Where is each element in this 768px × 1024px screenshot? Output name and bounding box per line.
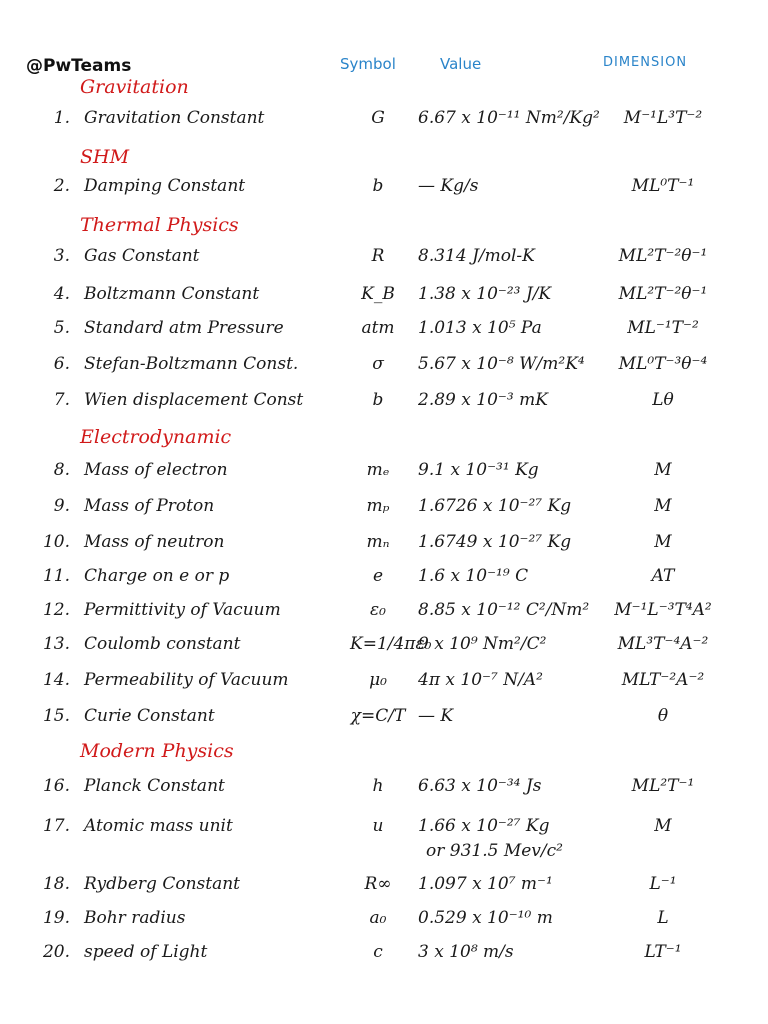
constant-dimension: M [654,532,672,552]
constant-dimension: M [654,816,672,836]
constant-value: 1.097 x 10⁷ m⁻¹ [418,874,553,894]
row-number: 12. [42,600,70,620]
constant-symbol: c [373,942,383,962]
constant-row [0,908,768,944]
row-number: 13. [42,634,70,654]
section-title: Modern Physics [80,740,234,762]
row-number: 9. [53,496,70,516]
row-number: 20. [42,942,70,962]
constant-name: Curie Constant [84,706,215,726]
constant-symbol: mₙ [366,532,390,552]
constant-dimension: MLT⁻²A⁻² [621,670,705,690]
constant-name: Permittivity of Vacuum [84,600,281,620]
constant-symbol: e [372,566,384,586]
constant-row [0,634,768,670]
constant-symbol: σ [372,354,384,374]
constant-row [0,816,768,861]
constant-name: Coulomb constant [84,634,241,654]
constant-value: 6.63 x 10⁻³⁴ Js [418,776,542,796]
row-number: 4. [53,284,70,304]
constant-name: Mass of electron [84,460,228,480]
constant-dimension: θ [657,706,669,726]
row-number: 3. [53,246,70,266]
constant-row [0,390,768,426]
constant-row [0,284,768,320]
constant-row [0,460,768,496]
constant-value: 1.38 x 10⁻²³ J/K [418,284,552,304]
constant-name: Stefan-Boltzmann Const. [84,354,299,374]
constant-dimension: ML⁰T⁻¹ [631,176,695,196]
constant-symbol: ε₀ [370,600,386,620]
constant-value: 9.1 x 10⁻³¹ Kg [418,460,539,480]
constant-dimension: ML⁰T⁻³θ⁻⁴ [618,354,708,374]
constant-row [0,176,768,212]
row-number: 18. [42,874,70,894]
constant-dimension: ML³T⁻⁴A⁻² [617,634,709,654]
constant-row [0,874,768,910]
constant-name: Rydberg Constant [84,874,241,894]
constant-symbol: R [371,246,385,266]
constant-symbol: G [371,108,385,128]
constant-dimension: LT⁻¹ [644,942,682,962]
constant-dimension: Lθ [652,390,674,410]
constant-row [0,496,768,532]
row-number: 19. [42,908,70,928]
constant-value: 6.67 x 10⁻¹¹ Nm²/Kg² [418,108,600,128]
row-number: 14. [42,670,70,690]
constant-value: 4π x 10⁻⁷ N/A² [418,670,543,690]
constant-name: Gravitation Constant [84,108,265,128]
constant-symbol: a₀ [369,908,387,928]
row-number: 2. [53,176,70,196]
constant-name: Mass of neutron [84,532,225,552]
header-dimension: DIMENSION [603,55,688,70]
row-number: 8. [53,460,70,480]
constant-dimension: L⁻¹ [649,874,677,894]
constant-value: 8.314 J/mol-K [418,246,535,266]
constant-row [0,566,768,602]
constant-value: 1.6726 x 10⁻²⁷ Kg [418,496,572,516]
constant-symbol: b [372,390,384,410]
row-number: 6. [53,354,70,374]
row-number: 1. [53,108,70,128]
constant-symbol: μ₀ [369,670,387,690]
row-number: 5. [53,318,70,338]
constant-name: Planck Constant [84,776,225,796]
constant-dimension: AT [651,566,675,586]
constant-value-alt: or 931.5 Mev/c² [426,841,563,861]
constant-row [0,246,768,282]
constant-name: Standard atm Pressure [84,318,284,338]
constant-value: 2.89 x 10⁻³ mK [418,390,548,410]
constant-value: — Kg/s [418,176,479,196]
constant-value: 5.67 x 10⁻⁸ W/m²K⁴ [418,354,585,374]
constant-row [0,532,768,568]
constant-symbol: atm [361,318,395,338]
constant-dimension: M⁻¹L³T⁻² [623,108,703,128]
constant-name: Damping Constant [84,176,246,196]
constant-symbol: K_B [361,284,395,304]
constant-name: Mass of Proton [84,496,215,516]
constant-row [0,600,768,636]
row-number: 10. [42,532,70,552]
section-title: Electrodynamic [80,426,232,448]
constant-name: Atomic mass unit [84,816,233,836]
section-title: Gravitation [80,76,189,98]
constant-value: 1.013 x 10⁵ Pa [418,318,542,338]
row-number: 16. [42,776,70,796]
section-title: SHM [80,146,130,168]
handle-label: @PwTeams [26,56,132,76]
constant-value: 1.66 x 10⁻²⁷ Kg [418,816,550,836]
constant-dimension: M⁻¹L⁻³T⁴A² [614,600,712,620]
constant-name: speed of Light [84,942,208,962]
constant-name: Permeability of Vacuum [84,670,289,690]
constant-row [0,318,768,354]
constant-name: Wien displacement Const [84,390,304,410]
constant-row [0,670,768,706]
constant-symbol: χ=C/T [350,706,406,726]
constant-value: 1.6749 x 10⁻²⁷ Kg [418,532,572,552]
constant-symbol: b [372,176,384,196]
constant-row [0,108,768,144]
constant-symbol: u [372,816,384,836]
row-number: 17. [42,816,70,836]
row-number: 7. [53,390,70,410]
constant-dimension: M [654,460,672,480]
constant-dimension: L [657,908,669,928]
constant-dimension: ML⁻¹T⁻² [627,318,699,338]
constant-name: Gas Constant [84,246,200,266]
constant-symbol: mₑ [366,460,390,480]
constant-name: Boltzmann Constant [84,284,260,304]
constant-value: 3 x 10⁸ m/s [418,942,514,962]
constant-symbol: mₚ [366,496,390,516]
constant-value: 0.529 x 10⁻¹⁰ m [418,908,553,928]
constant-dimension: ML²T⁻²θ⁻¹ [618,284,708,304]
row-number: 11. [42,566,70,586]
constant-row [0,354,768,390]
section-title: Thermal Physics [80,214,239,236]
constant-row [0,706,768,742]
constant-symbol: R∞ [364,874,392,894]
constant-row [0,942,768,978]
constant-dimension: ML²T⁻¹ [631,776,695,796]
header-value: Value [440,55,482,73]
constant-symbol: h [372,776,384,796]
constant-value: 9 x 10⁹ Nm²/C² [418,634,547,654]
constant-dimension: M [654,496,672,516]
constant-dimension: ML²T⁻²θ⁻¹ [618,246,708,266]
constant-value: 8.85 x 10⁻¹² C²/Nm² [418,600,590,620]
constant-name: Bohr radius [84,908,186,928]
constant-symbol: K=1/4πε₀ [350,634,432,654]
constant-value: — K [418,706,454,726]
constant-value: 1.6 x 10⁻¹⁹ C [418,566,529,586]
row-number: 15. [42,706,70,726]
constant-row [0,776,768,812]
constant-name: Charge on e or p [84,566,230,586]
header-symbol: Symbol [340,55,396,73]
